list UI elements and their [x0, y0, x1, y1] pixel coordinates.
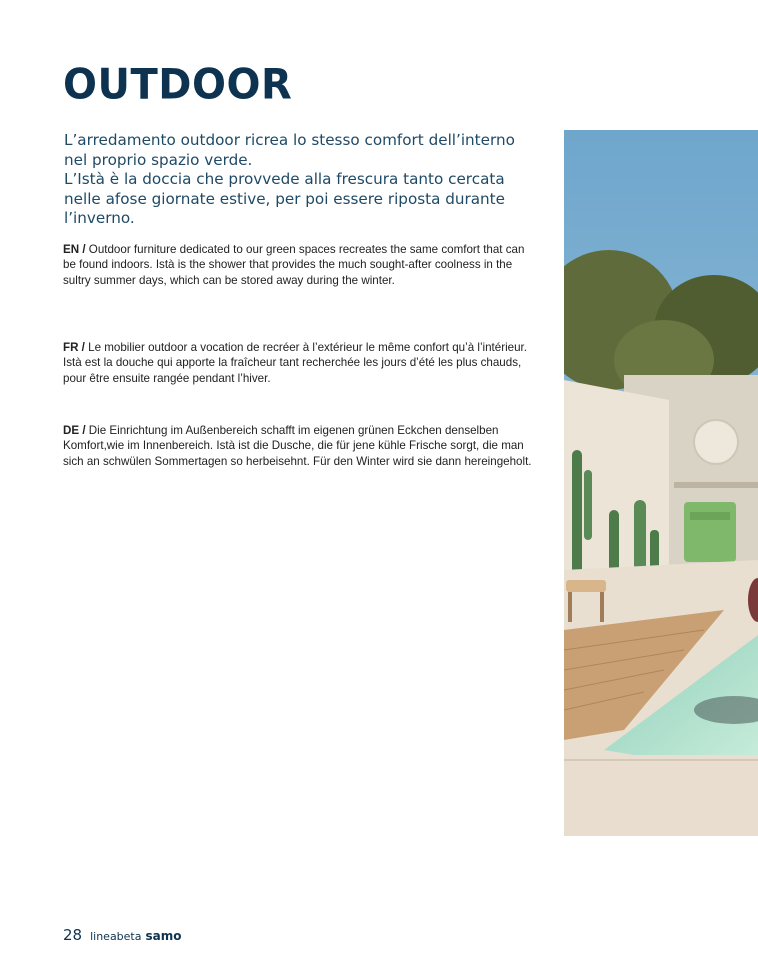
translation-fr: [63, 340, 533, 386]
outdoor-photo: [564, 130, 758, 836]
page-number: 28: [63, 926, 83, 944]
language-code-de: DE /: [63, 424, 86, 437]
intro-text: [64, 131, 534, 229]
language-code-fr: FR /: [63, 341, 85, 354]
brand-line-name: lineabeta: [90, 930, 142, 943]
outdoor-scene-illustration: [564, 130, 758, 836]
language-code-en: EN /: [63, 243, 86, 256]
brand-logo-text: samo: [145, 929, 182, 943]
translation-de: [63, 423, 533, 469]
intro-paragraph-1: L’arredamento outdoor ricrea lo stesso comfort dell’interno nel proprio spazio verde.: [64, 131, 515, 169]
intro-paragraph-2: L’Istà è la doccia che provvede alla frescura tanto cercata nelle afose giornate estive, per poi essere riposta durante l’inverno.: [64, 170, 505, 227]
translation-text-de: Die Einrichtung im Außenbereich schafft im eigenen grünen Eckchen denselben Komfort,wie im Innenbereich. Istà ist die Dusche, die für jene kühle Frische sorgt, die man sich an schwülen Sommertagen so herbeisehnt. Für den Winter wird sie dann hereingeholt.: [63, 424, 532, 468]
page-footer: [63, 926, 182, 944]
translation-en: [63, 242, 533, 288]
translation-text-fr: Le mobilier outdoor a vocation de recréer à l’extérieur le même confort qu’à l’intérieur. Istà est la douche qui apporte la fraîcheur tant recherchée les jours d’été les plus chauds, pour être ensuite rangée pendant l’hiver.: [63, 341, 527, 385]
page-title: OUTDOOR: [63, 60, 293, 110]
translation-text-en: Outdoor furniture dedicated to our green spaces recreates the same comfort that can be found indoors. Istà is the shower that provides the much sought-after coolness in the sultry summer days, which can be stored away during the winter.: [63, 243, 525, 287]
